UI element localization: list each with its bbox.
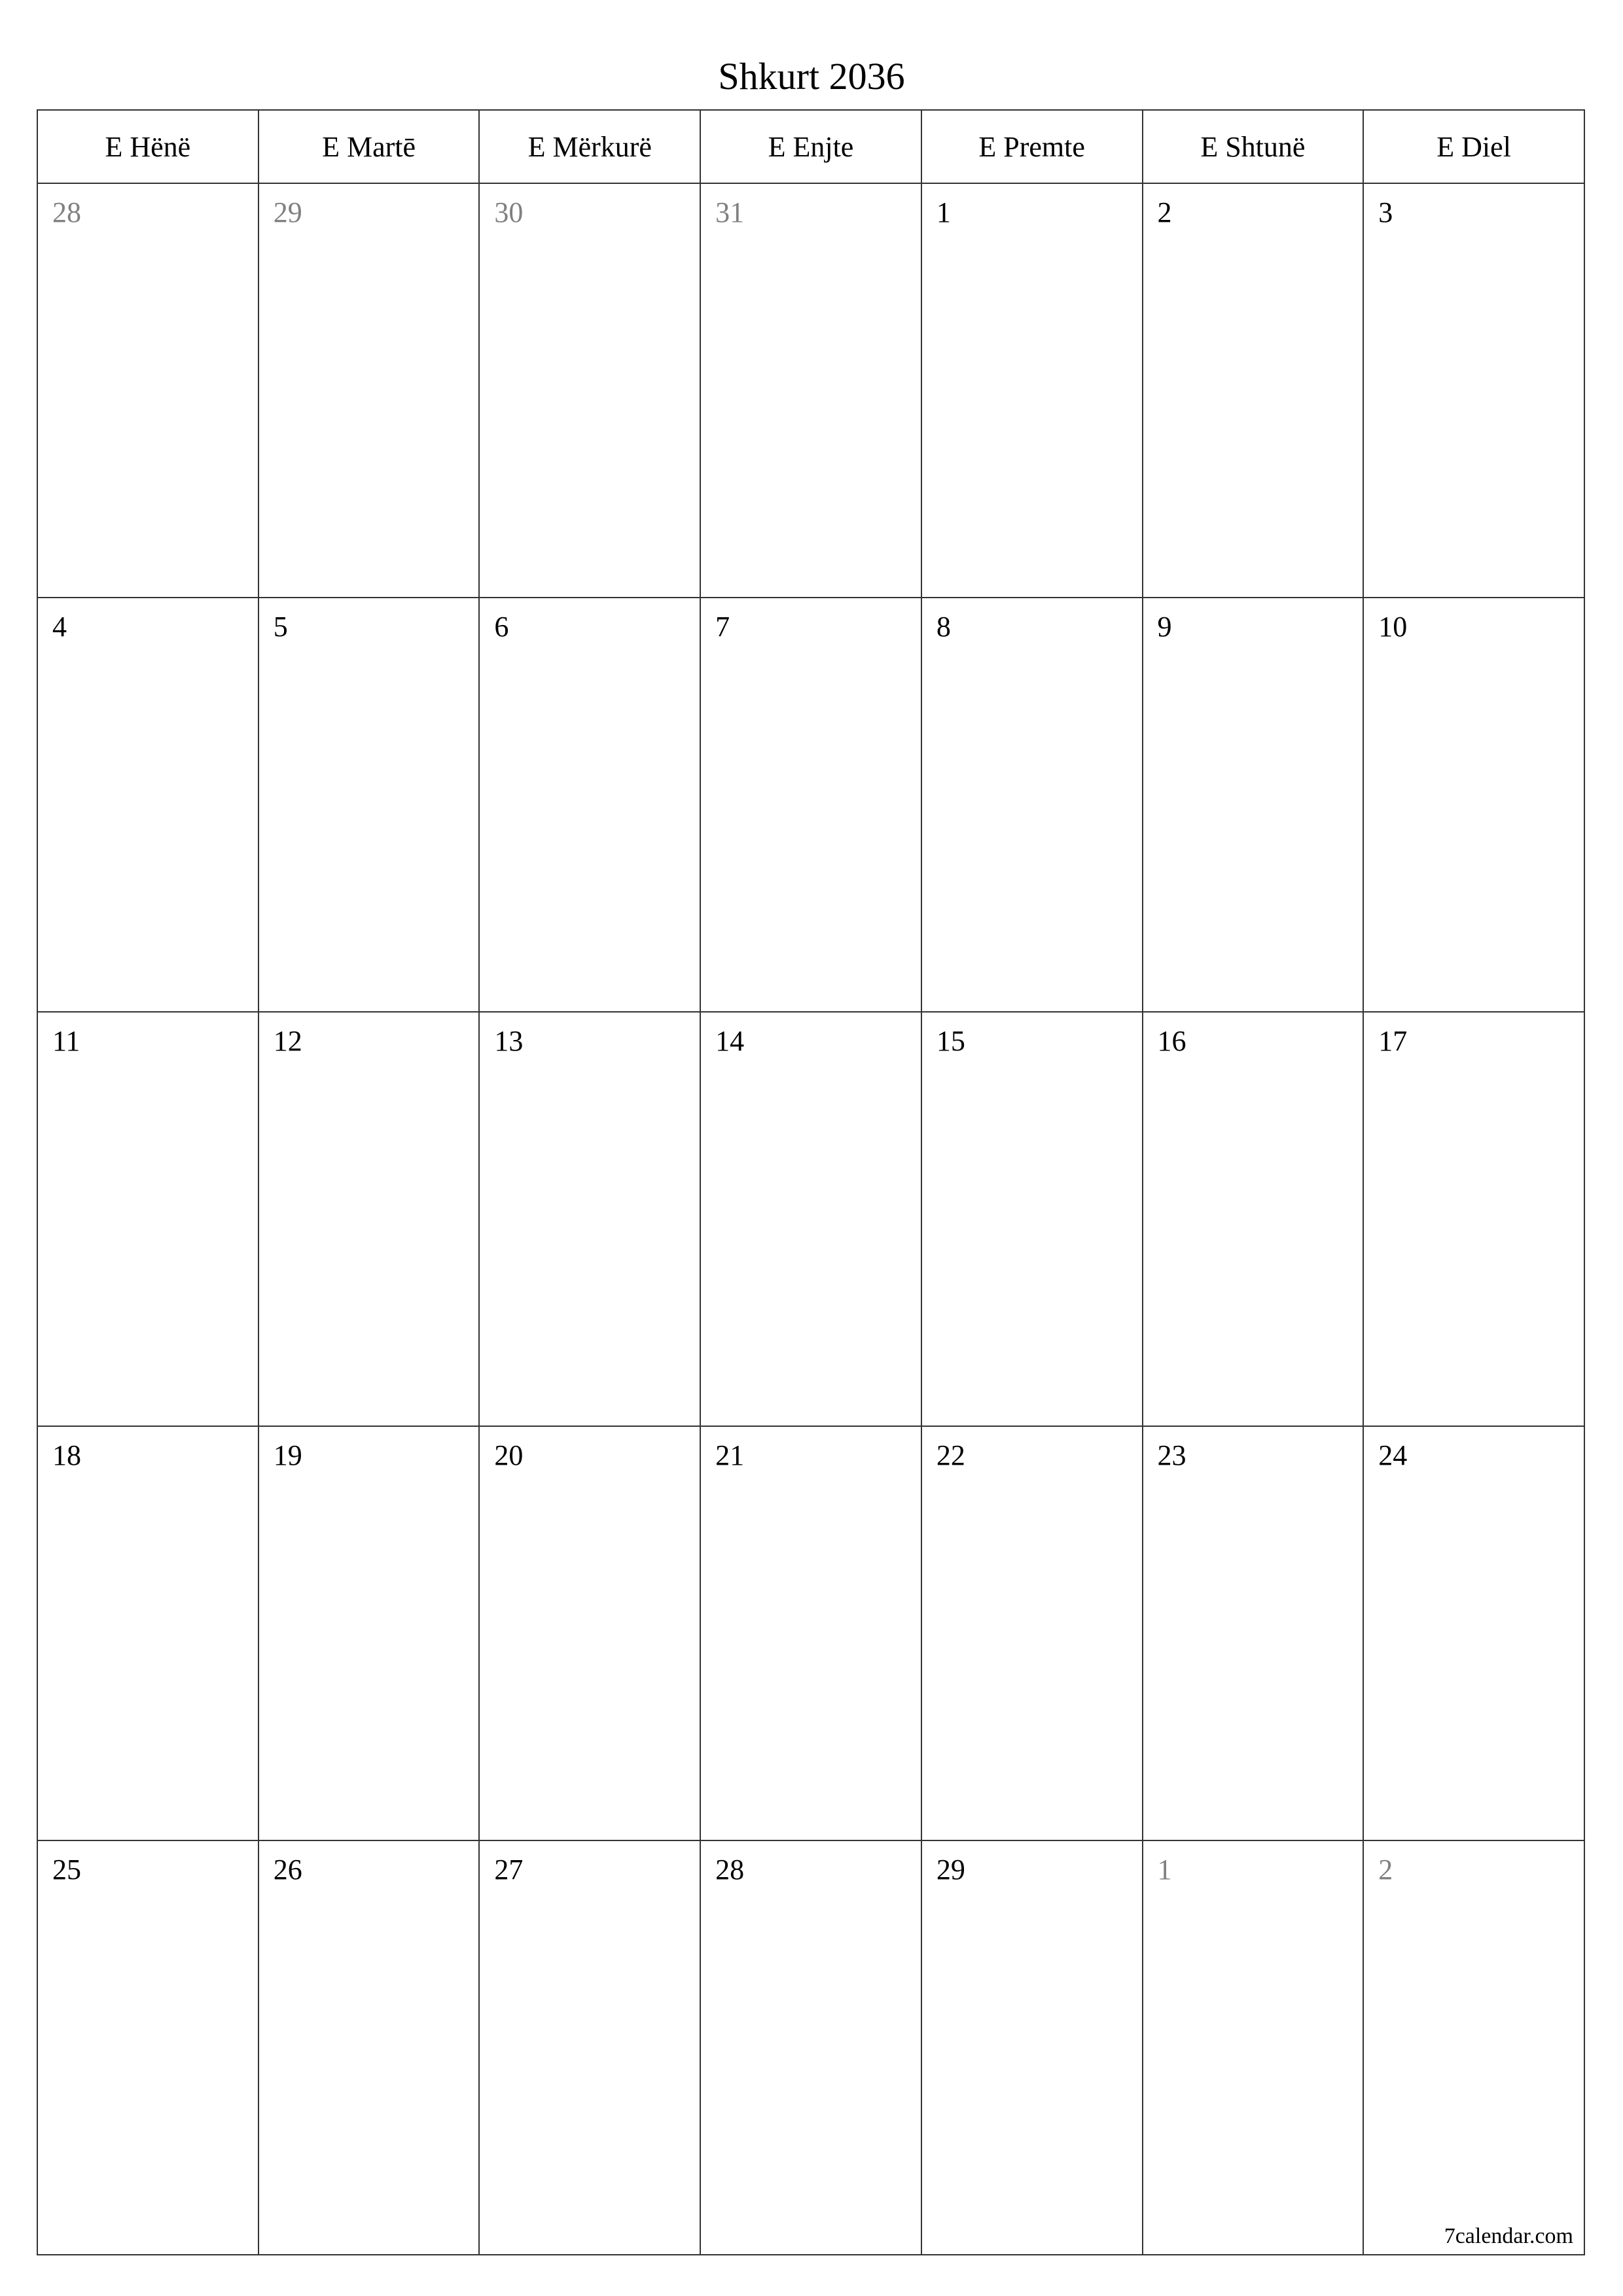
day-number: 1 xyxy=(936,196,951,228)
day-number: 5 xyxy=(273,611,288,643)
day-cell xyxy=(1143,183,1364,598)
day-number: 25 xyxy=(52,1854,81,1886)
day-cell xyxy=(259,1426,480,1840)
day-number: 29 xyxy=(936,1854,965,1886)
day-cell xyxy=(259,1012,480,1426)
day-cell xyxy=(1143,1426,1364,1840)
day-cell xyxy=(259,183,480,598)
weekday-thursday: E Enjte xyxy=(700,110,921,183)
day-cell xyxy=(1363,1840,1584,2255)
day-number: 15 xyxy=(936,1025,965,1057)
day-number: 4 xyxy=(52,611,67,643)
day-cell xyxy=(921,183,1143,598)
adjacent-month-day-number: 31 xyxy=(715,196,745,228)
calendar-week-row xyxy=(37,1012,1584,1426)
day-cell xyxy=(37,598,259,1012)
day-number: 17 xyxy=(1378,1025,1408,1057)
day-number: 8 xyxy=(936,611,951,643)
day-cell xyxy=(37,183,259,598)
weekday-wednesday: E Mërkurë xyxy=(479,110,700,183)
day-cell xyxy=(921,1840,1143,2255)
day-cell xyxy=(700,1012,921,1426)
weekday-header xyxy=(37,110,1584,183)
adjacent-month-day-number: 30 xyxy=(494,196,524,228)
day-cell xyxy=(1143,1840,1364,2255)
weekday-header-row xyxy=(37,110,1584,183)
month-calendar-grid xyxy=(37,109,1585,2255)
day-cell xyxy=(479,598,700,1012)
weekday-tuesday: E Martē xyxy=(259,110,480,183)
day-number: 18 xyxy=(52,1439,81,1471)
day-number: 10 xyxy=(1378,611,1408,643)
day-number: 7 xyxy=(715,611,730,643)
day-cell xyxy=(921,598,1143,1012)
page-title: Shkurt 2036 xyxy=(718,55,905,98)
day-number: 28 xyxy=(715,1854,745,1886)
day-number: 12 xyxy=(273,1025,302,1057)
day-cell xyxy=(37,1840,259,2255)
day-number: 19 xyxy=(273,1439,302,1471)
day-cell xyxy=(259,598,480,1012)
day-number: 23 xyxy=(1157,1439,1186,1471)
day-number: 26 xyxy=(273,1854,302,1886)
calendar-weeks xyxy=(37,183,1584,2255)
day-number: 22 xyxy=(936,1439,965,1471)
watermark-text: 7calendar.com xyxy=(1444,2224,1573,2248)
day-cell xyxy=(700,183,921,598)
adjacent-month-day-number: 1 xyxy=(1157,1854,1172,1886)
calendar-week-row xyxy=(37,183,1584,598)
adjacent-month-day-number: 28 xyxy=(52,196,81,228)
day-cell xyxy=(479,1012,700,1426)
day-number: 13 xyxy=(494,1025,524,1057)
day-number: 21 xyxy=(715,1439,745,1471)
day-cell xyxy=(479,1426,700,1840)
day-cell xyxy=(700,1426,921,1840)
day-number: 16 xyxy=(1157,1025,1186,1057)
day-cell xyxy=(921,1012,1143,1426)
day-number: 27 xyxy=(494,1854,524,1886)
day-cell xyxy=(1363,1012,1584,1426)
weekday-monday: E Hënë xyxy=(37,110,259,183)
day-cell xyxy=(479,183,700,598)
day-number: 14 xyxy=(715,1025,745,1057)
day-cell xyxy=(1143,1012,1364,1426)
day-cell xyxy=(921,1426,1143,1840)
day-cell xyxy=(1363,1426,1584,1840)
day-number: 11 xyxy=(52,1025,80,1057)
weekday-saturday: E Shtunë xyxy=(1143,110,1364,183)
calendar-week-row xyxy=(37,598,1584,1012)
day-cell xyxy=(37,1426,259,1840)
day-cell xyxy=(479,1840,700,2255)
day-cell xyxy=(1363,183,1584,598)
day-cell xyxy=(700,598,921,1012)
weekday-sunday: E Diel xyxy=(1363,110,1584,183)
calendar-week-row xyxy=(37,1426,1584,1840)
day-number: 24 xyxy=(1378,1439,1408,1471)
day-number: 6 xyxy=(494,611,509,643)
calendar-week-row xyxy=(37,1840,1584,2255)
day-cell xyxy=(1363,598,1584,1012)
day-cell xyxy=(1143,598,1364,1012)
day-number: 3 xyxy=(1378,196,1393,228)
weekday-friday: E Premte xyxy=(921,110,1143,183)
day-number: 9 xyxy=(1157,611,1172,643)
day-number: 2 xyxy=(1157,196,1172,228)
adjacent-month-day-number: 29 xyxy=(273,196,302,228)
day-cell xyxy=(700,1840,921,2255)
adjacent-month-day-number: 2 xyxy=(1378,1854,1393,1886)
day-cell xyxy=(259,1840,480,2255)
day-cell xyxy=(37,1012,259,1426)
day-number: 20 xyxy=(494,1439,524,1471)
